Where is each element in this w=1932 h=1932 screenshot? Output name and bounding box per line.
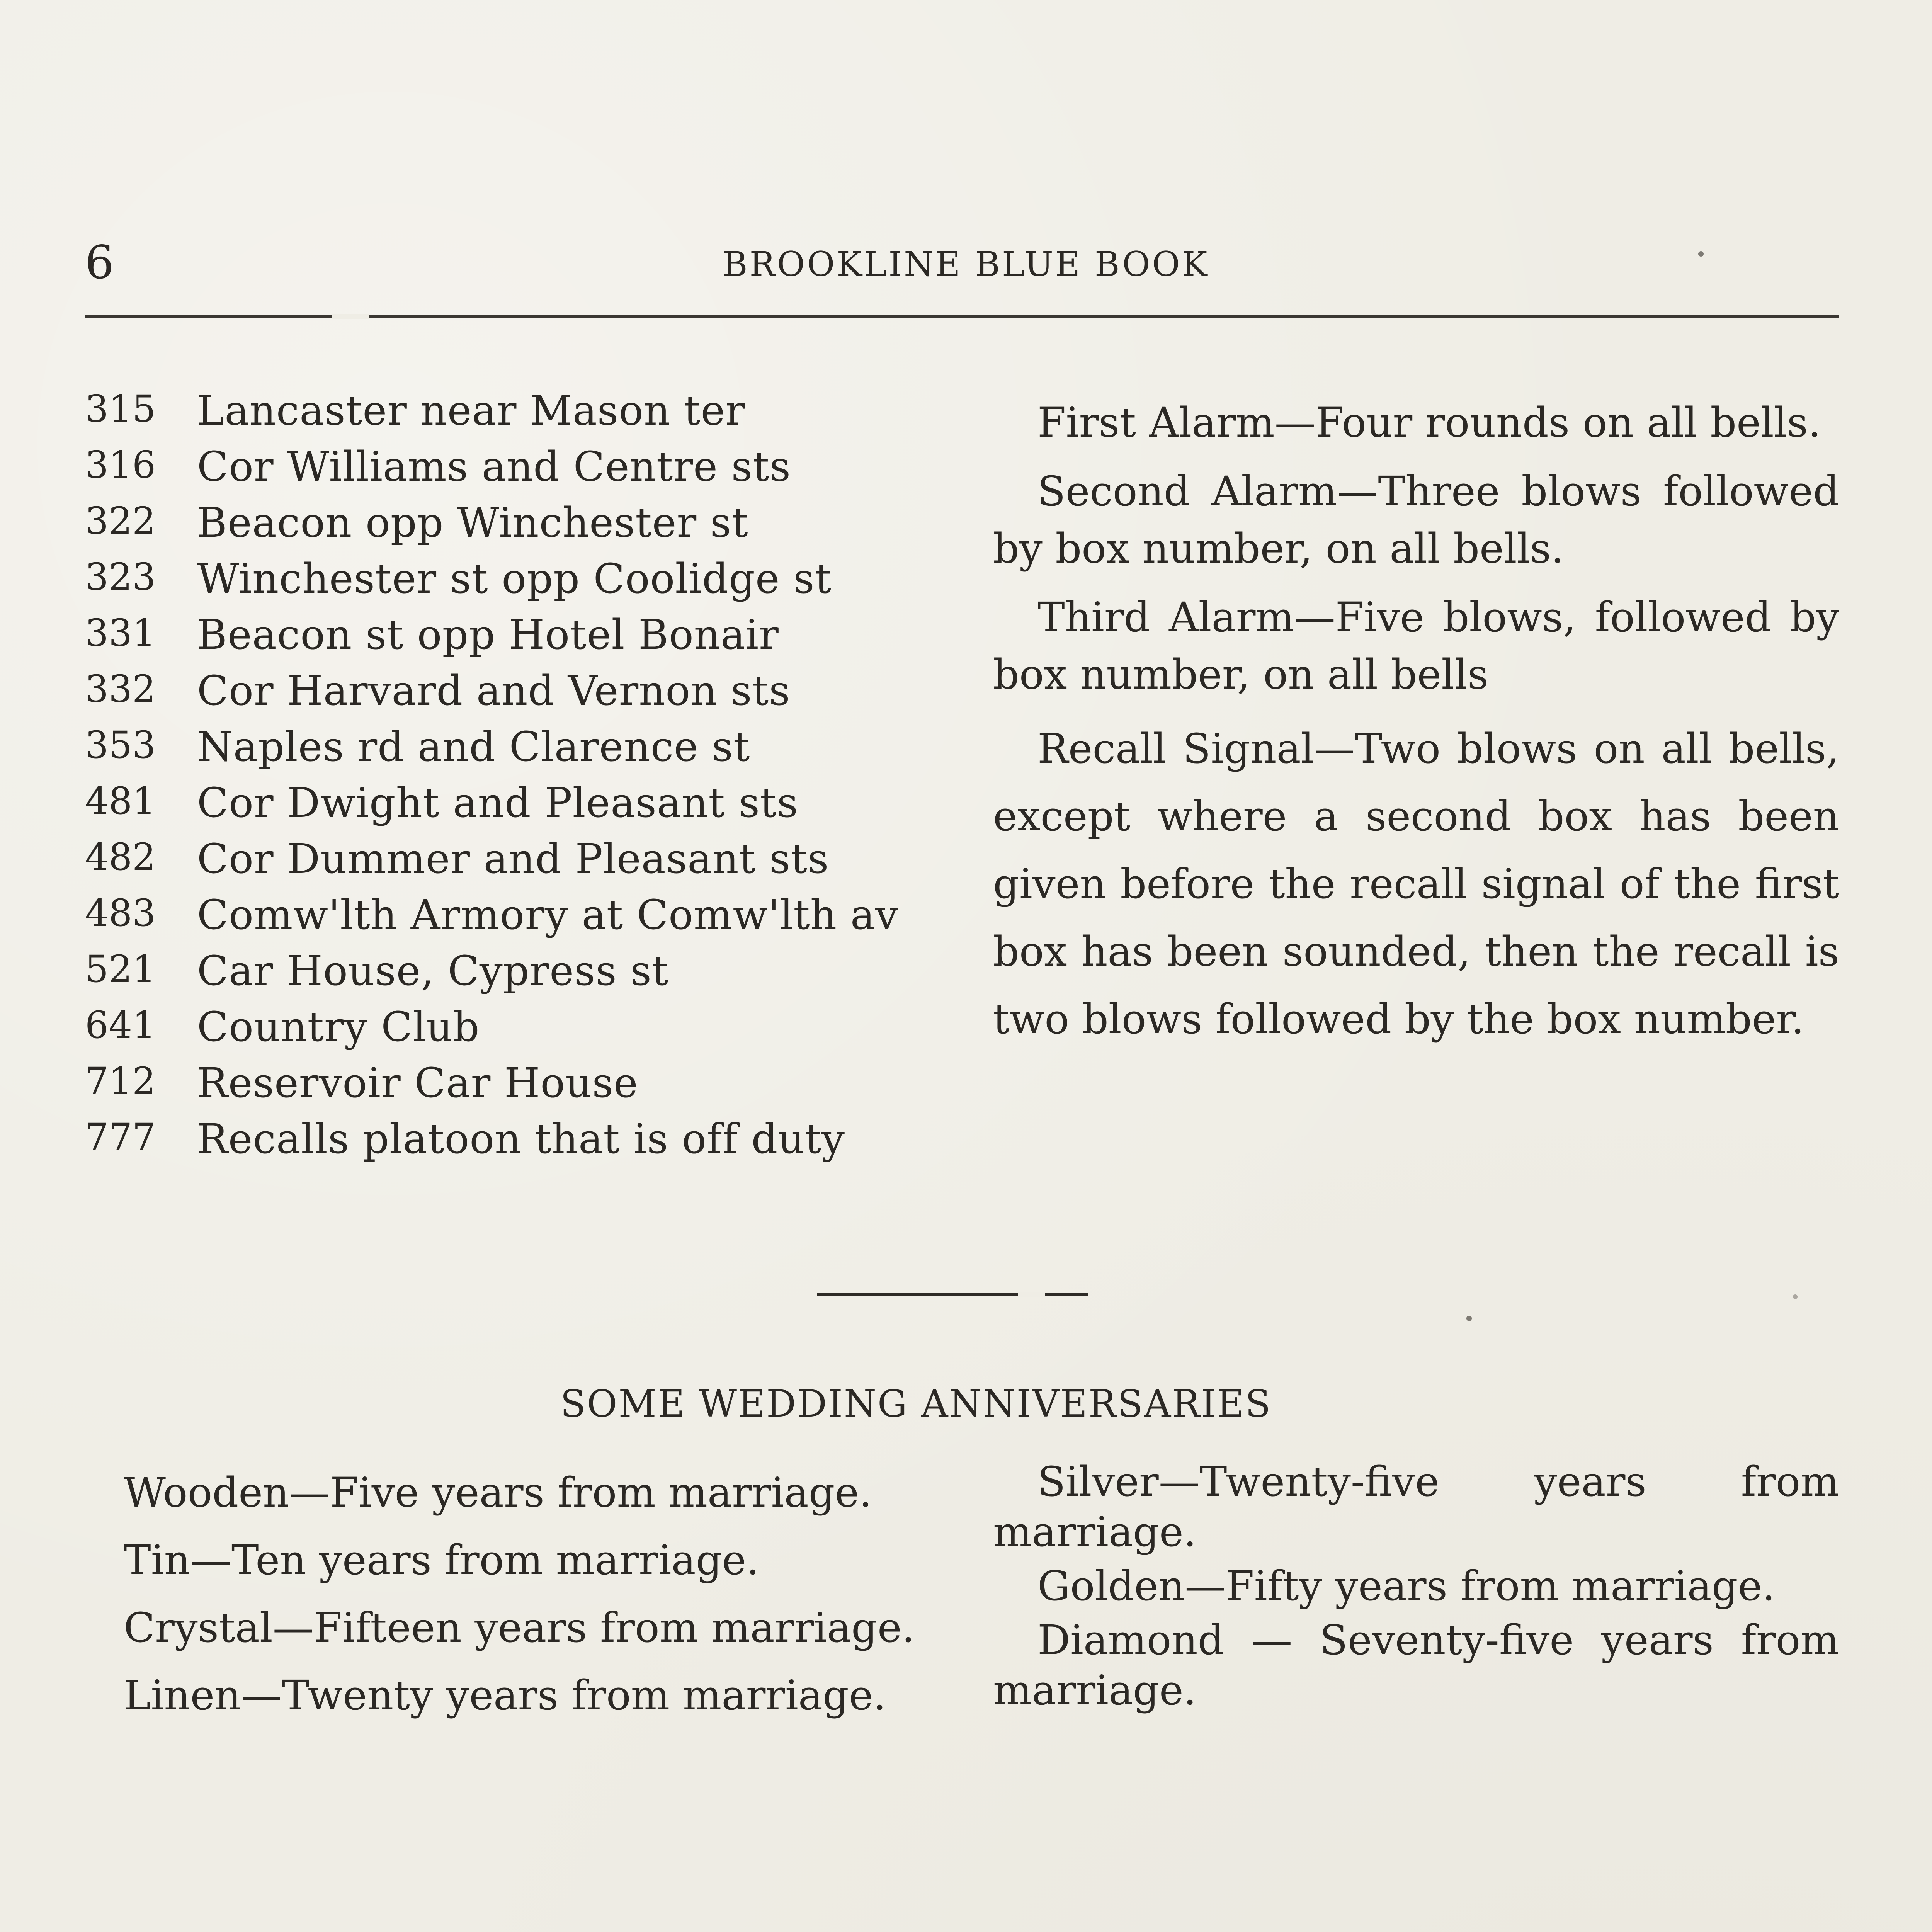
box-location: Winchester st opp Coolidge st (197, 555, 832, 602)
fire-alarm-box-row (85, 611, 966, 670)
fire-alarm-box-row (85, 667, 966, 726)
box-location: Lancaster near Mason ter (197, 387, 745, 434)
box-number: 353 (85, 723, 156, 767)
running-head: BROOKLINE BLUE BOOK (723, 244, 1209, 284)
anniversaries-left-column (124, 1469, 916, 1743)
box-number: 712 (85, 1060, 156, 1103)
fire-alarm-box-row (85, 1115, 966, 1175)
fire-alarm-box-row (85, 387, 966, 446)
anniversaries-right-column (993, 1457, 1839, 1719)
box-location: Recalls platoon that is off duty (197, 1115, 845, 1163)
anniversary-item: Diamond — Seventy-five years from marriage. (993, 1616, 1839, 1714)
box-number: 481 (85, 779, 156, 823)
box-location: Naples rd and Clarence st (197, 723, 750, 770)
anniversary-item: Tin—Ten years from marriage. (124, 1536, 759, 1584)
box-location: Car House, Cypress st (197, 947, 669, 995)
anniversary-item: Golden—Fifty years from marriage. (1037, 1562, 1776, 1610)
box-number: 482 (85, 835, 156, 879)
header-rule (85, 315, 1839, 318)
box-location: Cor Harvard and Vernon sts (197, 667, 791, 714)
fire-alarm-box-row (85, 723, 966, 782)
fire-alarm-box-row (85, 835, 966, 895)
recall-signal-text: Recall Signal—Two blows on all bells, except where a second box has been given before the recall signal of the first box has been sounded, then the recall is two blows followed by the box number. (993, 725, 1839, 1043)
box-number: 641 (85, 1003, 156, 1047)
box-location: Country Club (197, 1003, 480, 1051)
paper-speck (1466, 1316, 1472, 1321)
anniversary-item: Silver—Twenty-five years from marriage. (993, 1458, 1839, 1556)
box-location: Comw'lth Armory at Comw'lth av (197, 891, 899, 939)
box-number: 315 (85, 387, 156, 430)
fire-alarm-box-row (85, 891, 966, 951)
paper-speck (1698, 251, 1704, 257)
box-location: Beacon st opp Hotel Bonair (197, 611, 779, 658)
fire-alarm-box-row (85, 443, 966, 502)
fire-alarm-box-row (85, 1003, 966, 1063)
page-header (85, 236, 1839, 298)
box-location: Beacon opp Winchester st (197, 499, 748, 546)
box-number: 323 (85, 555, 156, 599)
box-number: 777 (85, 1116, 156, 1159)
box-number: 521 (85, 947, 156, 991)
fire-alarm-box-list (85, 387, 966, 1175)
box-location: Cor Williams and Centre sts (197, 443, 791, 490)
page-number: 6 (85, 236, 114, 289)
fire-alarm-box-row (85, 947, 966, 1007)
box-number: 483 (85, 891, 156, 935)
box-location: Reservoir Car House (197, 1059, 638, 1107)
box-location: Cor Dummer and Pleasant sts (197, 835, 829, 883)
fire-alarm-box-row (85, 779, 966, 838)
fire-alarm-box-row (85, 499, 966, 558)
fire-alarm-box-row (85, 555, 966, 614)
fire-alarm-box-row (85, 1059, 966, 1119)
box-number: 322 (85, 499, 156, 543)
first-alarm-text: First Alarm—Four rounds on all bells. (1037, 399, 1821, 446)
section-divider (817, 1293, 1088, 1296)
anniversary-item: Crystal—Fifteen years from marriage. (124, 1604, 915, 1651)
anniversary-item: Wooden—Five years from marriage. (124, 1469, 872, 1516)
box-number: 331 (85, 611, 156, 655)
anniversary-item: Linen—Twenty years from marriage. (124, 1672, 886, 1719)
box-location: Cor Dwight and Pleasant sts (197, 779, 799, 827)
alarm-signal-instructions (993, 394, 1839, 1065)
box-number: 332 (85, 667, 156, 711)
anniversaries-heading: SOME WEDDING ANNIVERSARIES (560, 1382, 1272, 1425)
third-alarm-text: Third Alarm—Five blows, followed by box number, on all bells (993, 594, 1839, 698)
paper-speck (1793, 1294, 1798, 1299)
box-number: 316 (85, 443, 156, 486)
second-alarm-text: Second Alarm—Three blows followed by box number, on all bells. (993, 468, 1839, 572)
